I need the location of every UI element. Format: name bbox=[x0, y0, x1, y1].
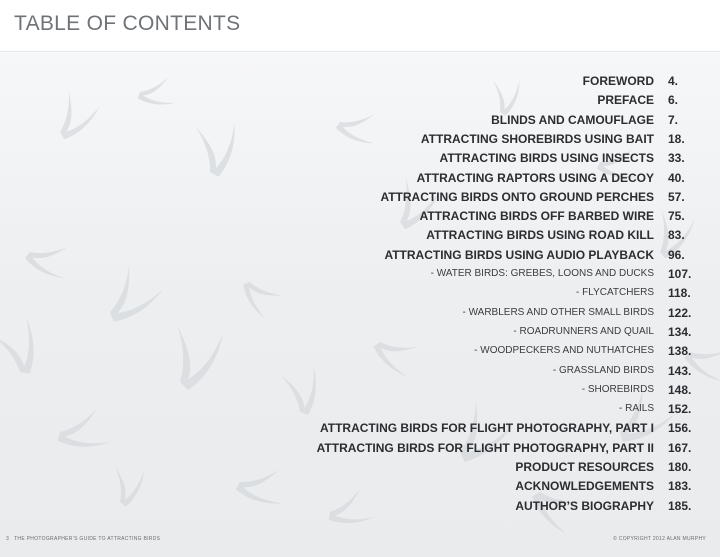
toc-entry[interactable] bbox=[0, 169, 720, 189]
toc-entry-page: 18. bbox=[668, 131, 685, 146]
toc-entry-page: 7. bbox=[668, 112, 679, 127]
toc-entry-page: 167. bbox=[668, 440, 692, 455]
toc-entry-page: 152. bbox=[668, 402, 692, 417]
toc-entry-title: - FLYCATCHERS bbox=[576, 287, 654, 299]
toc-entry-title: BLINDS AND CAMOUFLAGE bbox=[491, 112, 654, 127]
toc-entry-title: - SHOREBIRDS bbox=[581, 383, 654, 395]
toc-entry[interactable] bbox=[0, 91, 720, 111]
toc-entry-page: 122. bbox=[668, 305, 692, 320]
footer-page-number: 3 bbox=[6, 536, 10, 542]
toc-entry[interactable] bbox=[0, 149, 720, 169]
toc-entry-page: 134. bbox=[668, 324, 692, 339]
toc-entry[interactable] bbox=[0, 130, 720, 150]
toc-entry[interactable] bbox=[0, 246, 720, 266]
toc-entry[interactable] bbox=[0, 111, 720, 131]
toc-entry-page: 33. bbox=[668, 151, 685, 166]
toc-subentry[interactable] bbox=[0, 265, 720, 285]
toc-entry-page: 4. bbox=[668, 74, 679, 88]
toc-entry-title: ATTRACTING BIRDS USING AUDIO PLAYBACK bbox=[384, 247, 654, 262]
footer-book-title: THE PHOTOGRAPHER’S GUIDE TO ATTRACTING BIRDS bbox=[14, 536, 161, 542]
toc-entry-title: ATTRACTING BIRDS OFF BARBED WIRE bbox=[419, 209, 654, 224]
toc-entry[interactable] bbox=[0, 458, 720, 478]
toc-entry-page: 138. bbox=[668, 344, 692, 359]
toc-entry[interactable] bbox=[0, 477, 720, 497]
toc-entry-page: 6. bbox=[668, 93, 679, 108]
page-title: TABLE OF CONTENTS bbox=[14, 12, 241, 35]
toc-entry-title: ACKNOWLEDGEMENTS bbox=[515, 479, 654, 494]
toc-subentry[interactable] bbox=[0, 400, 720, 420]
toc-entry-page: 118. bbox=[668, 286, 691, 301]
toc-entry-page: 180. bbox=[668, 460, 692, 474]
toc-entry-title: PREFACE bbox=[597, 93, 654, 108]
toc-entry-page: 143. bbox=[668, 363, 692, 378]
toc-entry-page: 40. bbox=[668, 170, 685, 185]
toc-entry-title: ATTRACTING BIRDS ONTO GROUND PERCHES bbox=[380, 189, 654, 204]
toc-entry-page: 96. bbox=[668, 247, 685, 262]
toc-entry-title: ATTRACTING BIRDS FOR FLIGHT PHOTOGRAPHY, PART II bbox=[316, 440, 654, 455]
toc-entry[interactable] bbox=[0, 497, 720, 517]
toc-subentry[interactable] bbox=[0, 381, 720, 401]
toc-entry-title: ATTRACTING SHOREBIRDS USING BAIT bbox=[420, 131, 654, 146]
toc-entry[interactable] bbox=[0, 439, 720, 459]
toc-entry-title: ATTRACTING BIRDS USING ROAD KILL bbox=[426, 228, 654, 243]
toc-subentry[interactable] bbox=[0, 323, 720, 343]
toc-entry-title: - WATER BIRDS: GREBES, LOONS AND DUCKS bbox=[430, 268, 654, 279]
toc-entry-page: 183. bbox=[668, 479, 692, 494]
toc-entry-title: - GRASSLAND BIRDS bbox=[552, 364, 654, 376]
toc-entry-page: 148. bbox=[668, 382, 692, 397]
toc-subentry[interactable] bbox=[0, 362, 720, 382]
toc-entry-page: 185. bbox=[668, 498, 692, 513]
toc-subentry[interactable] bbox=[0, 304, 720, 324]
toc-entry-title: ATTRACTING BIRDS FOR FLIGHT PHOTOGRAPHY, PART I bbox=[320, 421, 654, 436]
toc-subentry[interactable] bbox=[0, 342, 720, 362]
toc-entry-title: - RAILS bbox=[618, 403, 654, 415]
toc-entry[interactable] bbox=[0, 207, 720, 227]
toc-entry-title: AUTHOR’S BIOGRAPHY bbox=[515, 498, 654, 513]
toc-entry-title: - WOODPECKERS AND NUTHATCHES bbox=[474, 345, 654, 357]
toc-entry[interactable] bbox=[0, 188, 720, 208]
toc-entry-page: 83. bbox=[668, 228, 685, 243]
toc-entry-page: 107. bbox=[668, 267, 692, 281]
toc-entry[interactable] bbox=[0, 226, 720, 246]
toc-subentry[interactable] bbox=[0, 284, 720, 304]
footer-copyright: © COPYRIGHT 2012 ALAN MURPHY bbox=[613, 536, 706, 542]
toc-entry-title: - WARBLERS AND OTHER SMALL BIRDS bbox=[462, 306, 654, 318]
toc-entry[interactable] bbox=[0, 419, 720, 439]
toc-entry-page: 156. bbox=[668, 421, 692, 436]
toc-entry-title: FOREWORD bbox=[582, 74, 654, 88]
toc-entry-title: ATTRACTING RAPTORS USING A DECOY bbox=[416, 170, 654, 185]
toc-entry-title: - ROADRUNNERS AND QUAIL bbox=[513, 325, 654, 337]
footer-book-info bbox=[6, 536, 160, 542]
toc-entry-page: 75. bbox=[668, 209, 685, 224]
toc-entry[interactable] bbox=[0, 72, 720, 92]
toc-entry-title: ATTRACTING BIRDS USING INSECTS bbox=[439, 151, 654, 166]
toc-entry-page: 57. bbox=[668, 189, 685, 204]
toc-entry-title: PRODUCT RESOURCES bbox=[515, 460, 654, 474]
